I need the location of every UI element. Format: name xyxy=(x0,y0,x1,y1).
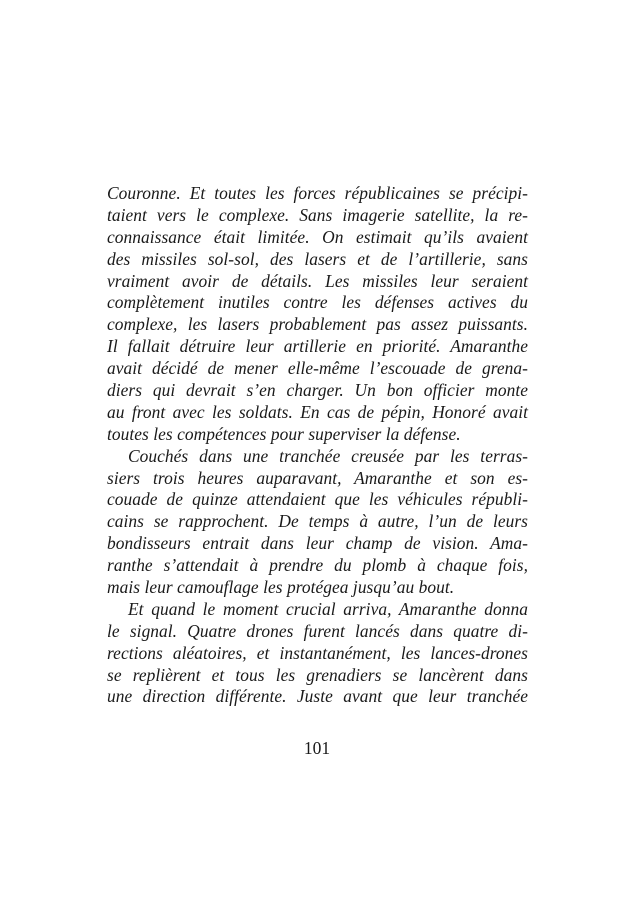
text-line: rections aléatoires, et instantanément, les lances-drones xyxy=(107,642,528,663)
text-line: diers qui devrait s’en charger. Un bon officier monte xyxy=(107,380,528,401)
text-line: couade de quinze attendaient que les véhicules républi- xyxy=(107,489,528,510)
page-number: 101 xyxy=(303,738,331,758)
body-text xyxy=(107,183,528,708)
text-line: connaissance était limitée. On estimait qu’ils avaient xyxy=(107,226,528,247)
text-line: Couronne. Et toutes les forces républicaines se précipi- xyxy=(107,183,528,203)
text-line: des missiles sol-sol, des lasers et de l’artillerie, sans xyxy=(107,248,528,269)
text-line: Et quand le moment crucial arriva, Amaranthe donna xyxy=(128,598,528,619)
text-line: avait décidé de mener elle-même l’escouade de grena- xyxy=(107,358,528,379)
text-line: Couchés dans une tranchée creusée par les terras- xyxy=(128,445,528,466)
text-line: au front avec les soldats. En cas de pépin, Honoré avait xyxy=(107,401,528,422)
text-line: mais leur camouflage les protégea jusqu’au bout. xyxy=(107,577,455,598)
text-line: bondisseurs entrait dans leur champ de vision. Ama- xyxy=(107,533,528,554)
text-line: Il fallait détruire leur artillerie en priorité. Amaranthe xyxy=(107,336,528,357)
text-line: ranthe s’attendait à prendre du plomb à chaque fois, xyxy=(107,555,528,576)
text-line: toutes les compétences pour superviser la défense. xyxy=(107,423,461,444)
text-line: se replièrent et tous les grenadiers se lancèrent dans xyxy=(107,664,528,685)
text-line: complètement inutiles contre les défenses actives du xyxy=(107,292,528,313)
text-line: vraiment avoir de détails. Les missiles leur seraient xyxy=(107,270,528,291)
text-line: le signal. Quatre drones furent lancés dans quatre di- xyxy=(107,620,528,641)
text-line: cains se rapprochent. De temps à autre, l’un de leurs xyxy=(107,511,528,532)
text-line: complexe, les lasers probablement pas assez puissants. xyxy=(107,314,528,335)
text-line: taient vers le complexe. Sans imagerie satellite, la re- xyxy=(107,204,528,225)
text-line: siers trois heures auparavant, Amaranthe et son es- xyxy=(107,467,528,488)
text-line: une direction différente. Juste avant que leur tranchée xyxy=(107,686,528,707)
